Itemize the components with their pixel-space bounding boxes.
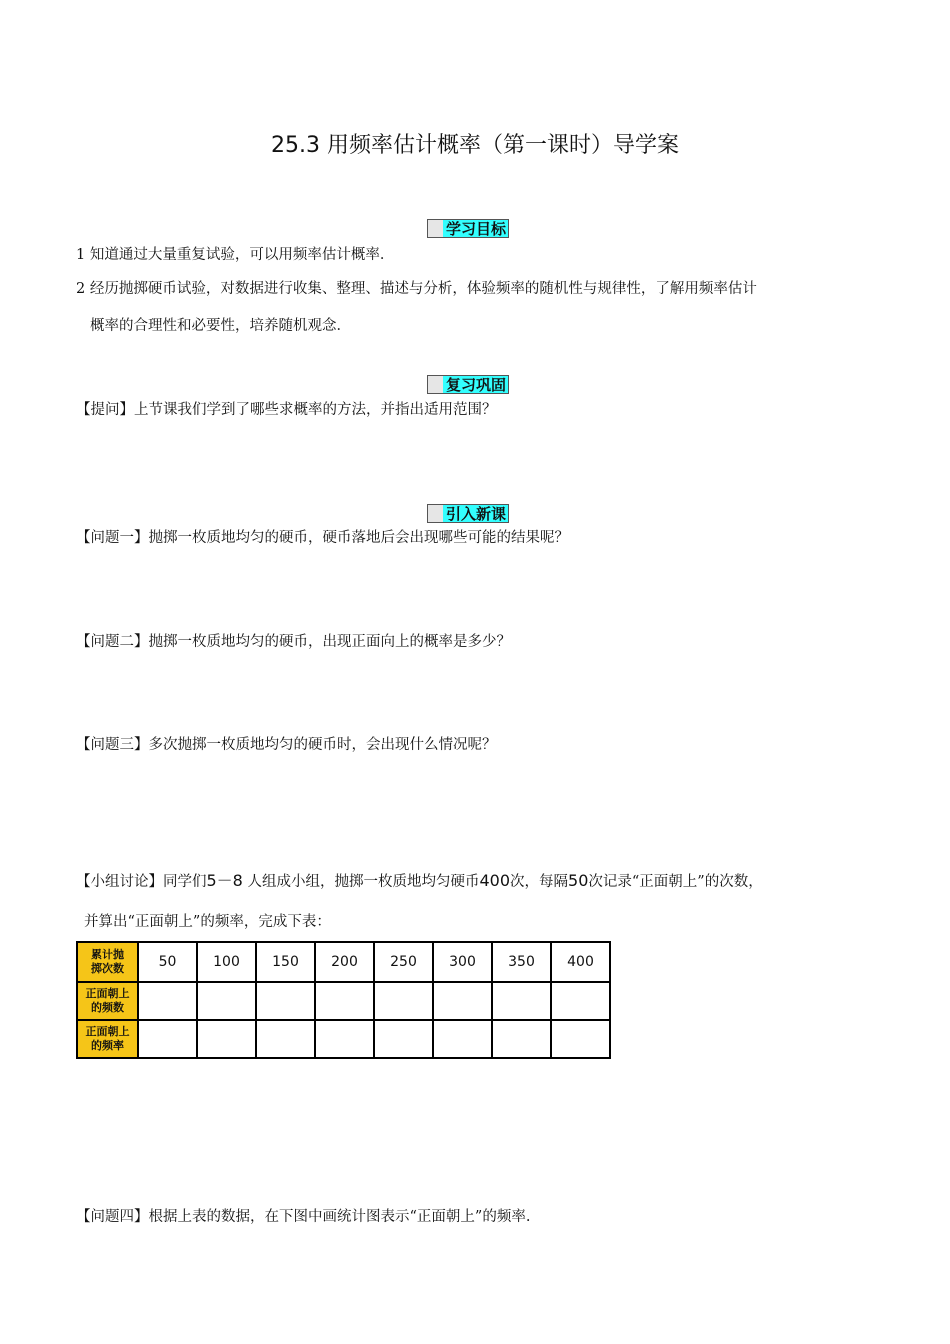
discussion-interval: 50	[568, 871, 589, 890]
table-row	[77, 982, 610, 1020]
discussion-total-throws: 400	[479, 871, 511, 890]
section-label-intro: 引入新课	[443, 504, 509, 523]
row-header-throws: 累计抛 掷次数	[77, 942, 138, 982]
section-header-goals	[427, 219, 509, 238]
section-header-intro	[427, 504, 509, 523]
count-cell: 300	[433, 942, 492, 982]
review-question: 【提问】上节课我们学到了哪些求概率的方法，并指出适用范围？	[76, 402, 497, 418]
blank-cell[interactable]	[433, 982, 492, 1020]
count-cell: 150	[256, 942, 315, 982]
discussion-text-4: 次记录“正面朝上”的次数，	[588, 874, 763, 890]
count-cell: 100	[197, 942, 256, 982]
count-cell: 350	[492, 942, 551, 982]
blank-cell[interactable]	[433, 1020, 492, 1058]
row-header-heads-count: 正面朝上 的频数	[77, 982, 138, 1020]
discussion-text-1: 【小组讨论】同学们	[76, 874, 207, 890]
page-title: 25.3 用频率估计概率（第一课时）导学案	[271, 133, 679, 158]
row-header-heads-frequency: 正面朝上 的频率	[77, 1020, 138, 1058]
discussion-line-1	[76, 871, 763, 892]
blank-cell[interactable]	[138, 982, 197, 1020]
blank-cell[interactable]	[492, 982, 551, 1020]
question-2: 【问题二】抛掷一枚质地均匀的硬币，出现正面向上的概率是多少？	[76, 634, 511, 650]
blank-cell[interactable]	[315, 982, 374, 1020]
discussion-text-3: 次，每隔	[510, 874, 569, 890]
discussion-group-size: 5－8	[206, 871, 243, 890]
blank-cell[interactable]	[551, 1020, 610, 1058]
blank-cell[interactable]	[197, 982, 256, 1020]
blank-cell[interactable]	[256, 982, 315, 1020]
goal-item-2-line-2: 概率的合理性和必要性，培养随机观念．	[90, 318, 351, 334]
question-4: 【问题四】根据上表的数据，在下图中画统计图表示“正面朝上”的频率.	[76, 1209, 531, 1225]
blank-cell[interactable]	[315, 1020, 374, 1058]
section-marker-icon	[427, 219, 443, 238]
goal-item-1: 1 知道通过大量重复试验，可以用频率估计概率．	[76, 247, 395, 263]
discussion-text-2: 人组成小组，抛掷一枚质地均匀硬币	[242, 874, 480, 890]
count-cell: 400	[551, 942, 610, 982]
count-cell: 250	[374, 942, 433, 982]
section-label-review: 复习巩固	[443, 375, 509, 394]
section-header-review	[427, 375, 509, 394]
blank-cell[interactable]	[138, 1020, 197, 1058]
section-marker-icon	[427, 375, 443, 394]
blank-cell[interactable]	[374, 1020, 433, 1058]
question-3: 【问题三】多次抛掷一枚质地均匀的硬币时，会出现什么情况呢？	[76, 737, 497, 753]
question-1: 【问题一】抛掷一枚质地均匀的硬币，硬币落地后会出现哪些可能的结果呢？	[76, 530, 569, 546]
discussion-line-2: 并算出“正面朝上”的频率，完成下表：	[84, 914, 331, 930]
count-cell: 200	[315, 942, 374, 982]
blank-cell[interactable]	[374, 982, 433, 1020]
blank-cell[interactable]	[551, 982, 610, 1020]
section-label-goals: 学习目标	[443, 219, 509, 238]
table-row	[77, 942, 610, 982]
blank-cell[interactable]	[256, 1020, 315, 1058]
blank-cell[interactable]	[492, 1020, 551, 1058]
blank-cell[interactable]	[197, 1020, 256, 1058]
goal-item-2-line-1: 2 经历抛掷硬币试验，对数据进行收集、整理、描述与分析，体验频率的随机性与规律性，了解用频率估计	[76, 281, 757, 297]
table-row	[77, 1020, 610, 1058]
frequency-table	[76, 941, 611, 1059]
section-marker-icon	[427, 504, 443, 523]
count-cell: 50	[138, 942, 197, 982]
